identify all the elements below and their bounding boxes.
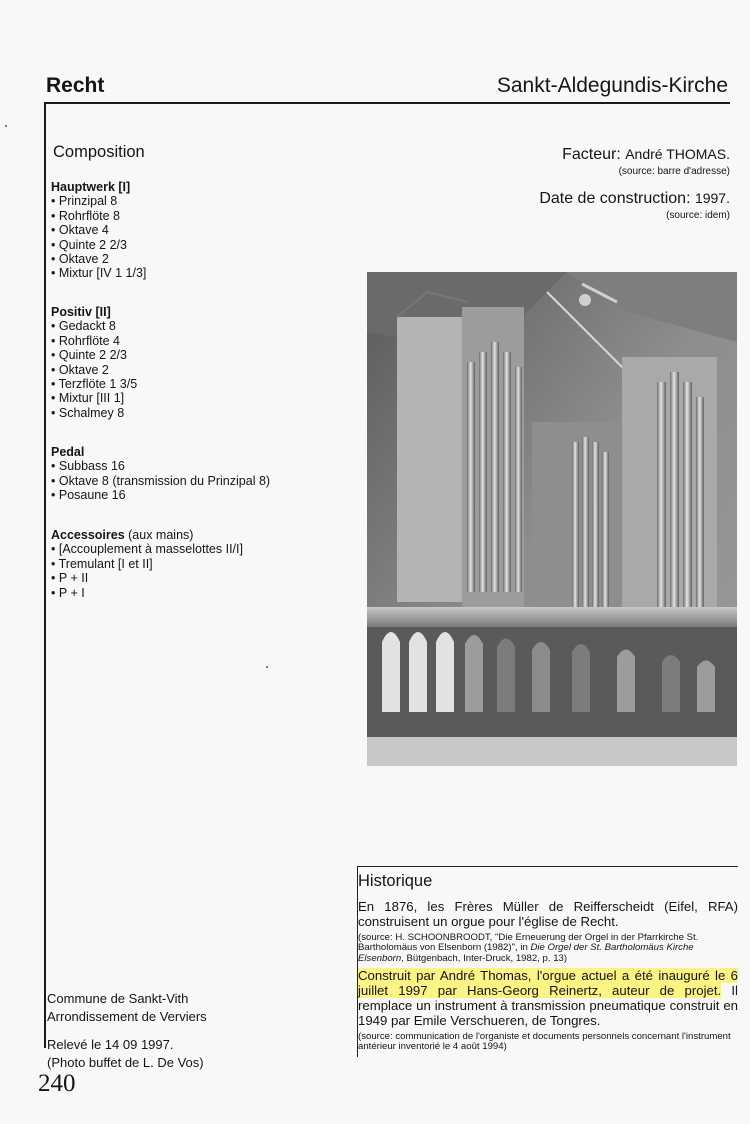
accessory-item: • P + II xyxy=(51,571,243,585)
church-name: Sankt-Aldegundis-Kirche xyxy=(496,74,728,97)
stop-item: • Prinzipal 8 xyxy=(51,194,146,208)
accessory-item: • [Accouplement à masselottes II/I] xyxy=(51,542,243,556)
historique-paragraph-1: En 1876, les Frères Müller de Reifferscheidt (Eifel, RFA) construisent un orgue pour l'église de Recht. xyxy=(358,899,738,929)
left-vertical-rule xyxy=(44,104,46,1048)
source-1-part-c: , Bütgenbach, Inter-Druck, 1982, p. 13) xyxy=(401,952,568,964)
date-block xyxy=(539,190,730,221)
positiv-heading: Positiv [II] xyxy=(51,305,111,319)
paragraph-2-rest: Il remplace un instrument à transmission pneumatique construit en 1949 par Emile Verschueren, de Tongres. xyxy=(358,983,738,1028)
accessoires-heading xyxy=(51,528,243,542)
facteur-block xyxy=(562,146,730,177)
stop-item: • Posaune 16 xyxy=(51,488,270,502)
organ-photo xyxy=(367,272,737,766)
stop-item: • Oktave 4 xyxy=(51,223,146,237)
stop-item: • Mixtur [IV 1 1/3] xyxy=(51,266,146,280)
stop-item: • Subbass 16 xyxy=(51,459,270,473)
accessory-item: • Tremulant [I et II] xyxy=(51,557,243,571)
photo-credit: (Photo buffet de L. De Vos) xyxy=(47,1054,204,1070)
header-rule xyxy=(44,102,730,104)
hauptwerk-heading: Hauptwerk [I] xyxy=(51,180,131,194)
page-title: Recht xyxy=(46,74,105,97)
stop-item: • Oktave 2 xyxy=(51,363,137,377)
facteur-value: André THOMAS. xyxy=(625,146,730,162)
stop-item: • Gedackt 8 xyxy=(51,319,137,333)
historique-source-2: (source: communication de l'organiste et documents personnels concernant l'instrument antérieur inventorié le 4 août 1994) xyxy=(358,1031,731,1053)
source-1-part-a: (source: H. SCHOONBROODT, "Die Erneuerung der Orgel in der Pfarrkirche St. Bartholomäus von Elsenborn (1982)", in xyxy=(358,932,699,954)
facteur-source: (source: barre d'adresse) xyxy=(618,166,730,177)
accessoires-suffix: (aux mains) xyxy=(124,528,194,542)
historique-rule xyxy=(357,866,738,867)
stop-item: • Quinte 2 2/3 xyxy=(51,238,146,252)
date-label: Date de construction: xyxy=(539,190,695,207)
composition-title: Composition xyxy=(53,143,145,161)
footer-block xyxy=(47,990,207,1071)
accessoires-name: Accessoires xyxy=(51,528,125,542)
stop-item: • Terzflöte 1 3/5 xyxy=(51,377,137,391)
facteur-label: Facteur: xyxy=(562,146,626,163)
historique-title: Historique xyxy=(358,872,433,890)
stop-item: • Oktave 8 (transmission du Prinzipal 8) xyxy=(51,474,270,488)
scan-speck xyxy=(266,666,268,668)
commune: Commune de Sankt-Vith xyxy=(47,991,189,1006)
positiv-section xyxy=(51,305,137,420)
hauptwerk-section xyxy=(51,180,146,281)
historique-source-1 xyxy=(358,933,742,964)
stop-item: • Rohrflöte 4 xyxy=(51,334,137,348)
stop-item: • Schalmey 8 xyxy=(51,406,137,420)
stop-item: • Rohrflöte 8 xyxy=(51,209,146,223)
stop-item: • Oktave 2 xyxy=(51,252,146,266)
page-number: 240 xyxy=(38,1070,76,1097)
date-value: 1997. xyxy=(694,190,730,206)
scan-speck xyxy=(5,125,7,127)
releve-date: Relevé le 14 09 1997. xyxy=(47,1037,174,1052)
highlighted-text: Construit par André Thomas, l'orgue actuel a été inauguré le 6 juillet 1997 par Hans-Georg Reinertz, auteur de projet. xyxy=(358,968,738,998)
accessoires-section xyxy=(51,528,243,600)
stop-item: • Mixtur [III 1] xyxy=(51,391,137,405)
historique-paragraph-2 xyxy=(358,968,738,1028)
pedal-section xyxy=(51,445,270,503)
arrondissement: Arrondissement de Verviers xyxy=(47,1008,207,1024)
stop-item: • Quinte 2 2/3 xyxy=(51,348,137,362)
pedal-heading: Pedal xyxy=(51,445,85,459)
accessory-item: • P + I xyxy=(51,586,243,600)
date-source: (source: idem) xyxy=(666,210,730,221)
source-1-title: Die Orgel der St. Bartholomäus Kirche Elsenborn xyxy=(358,942,694,964)
